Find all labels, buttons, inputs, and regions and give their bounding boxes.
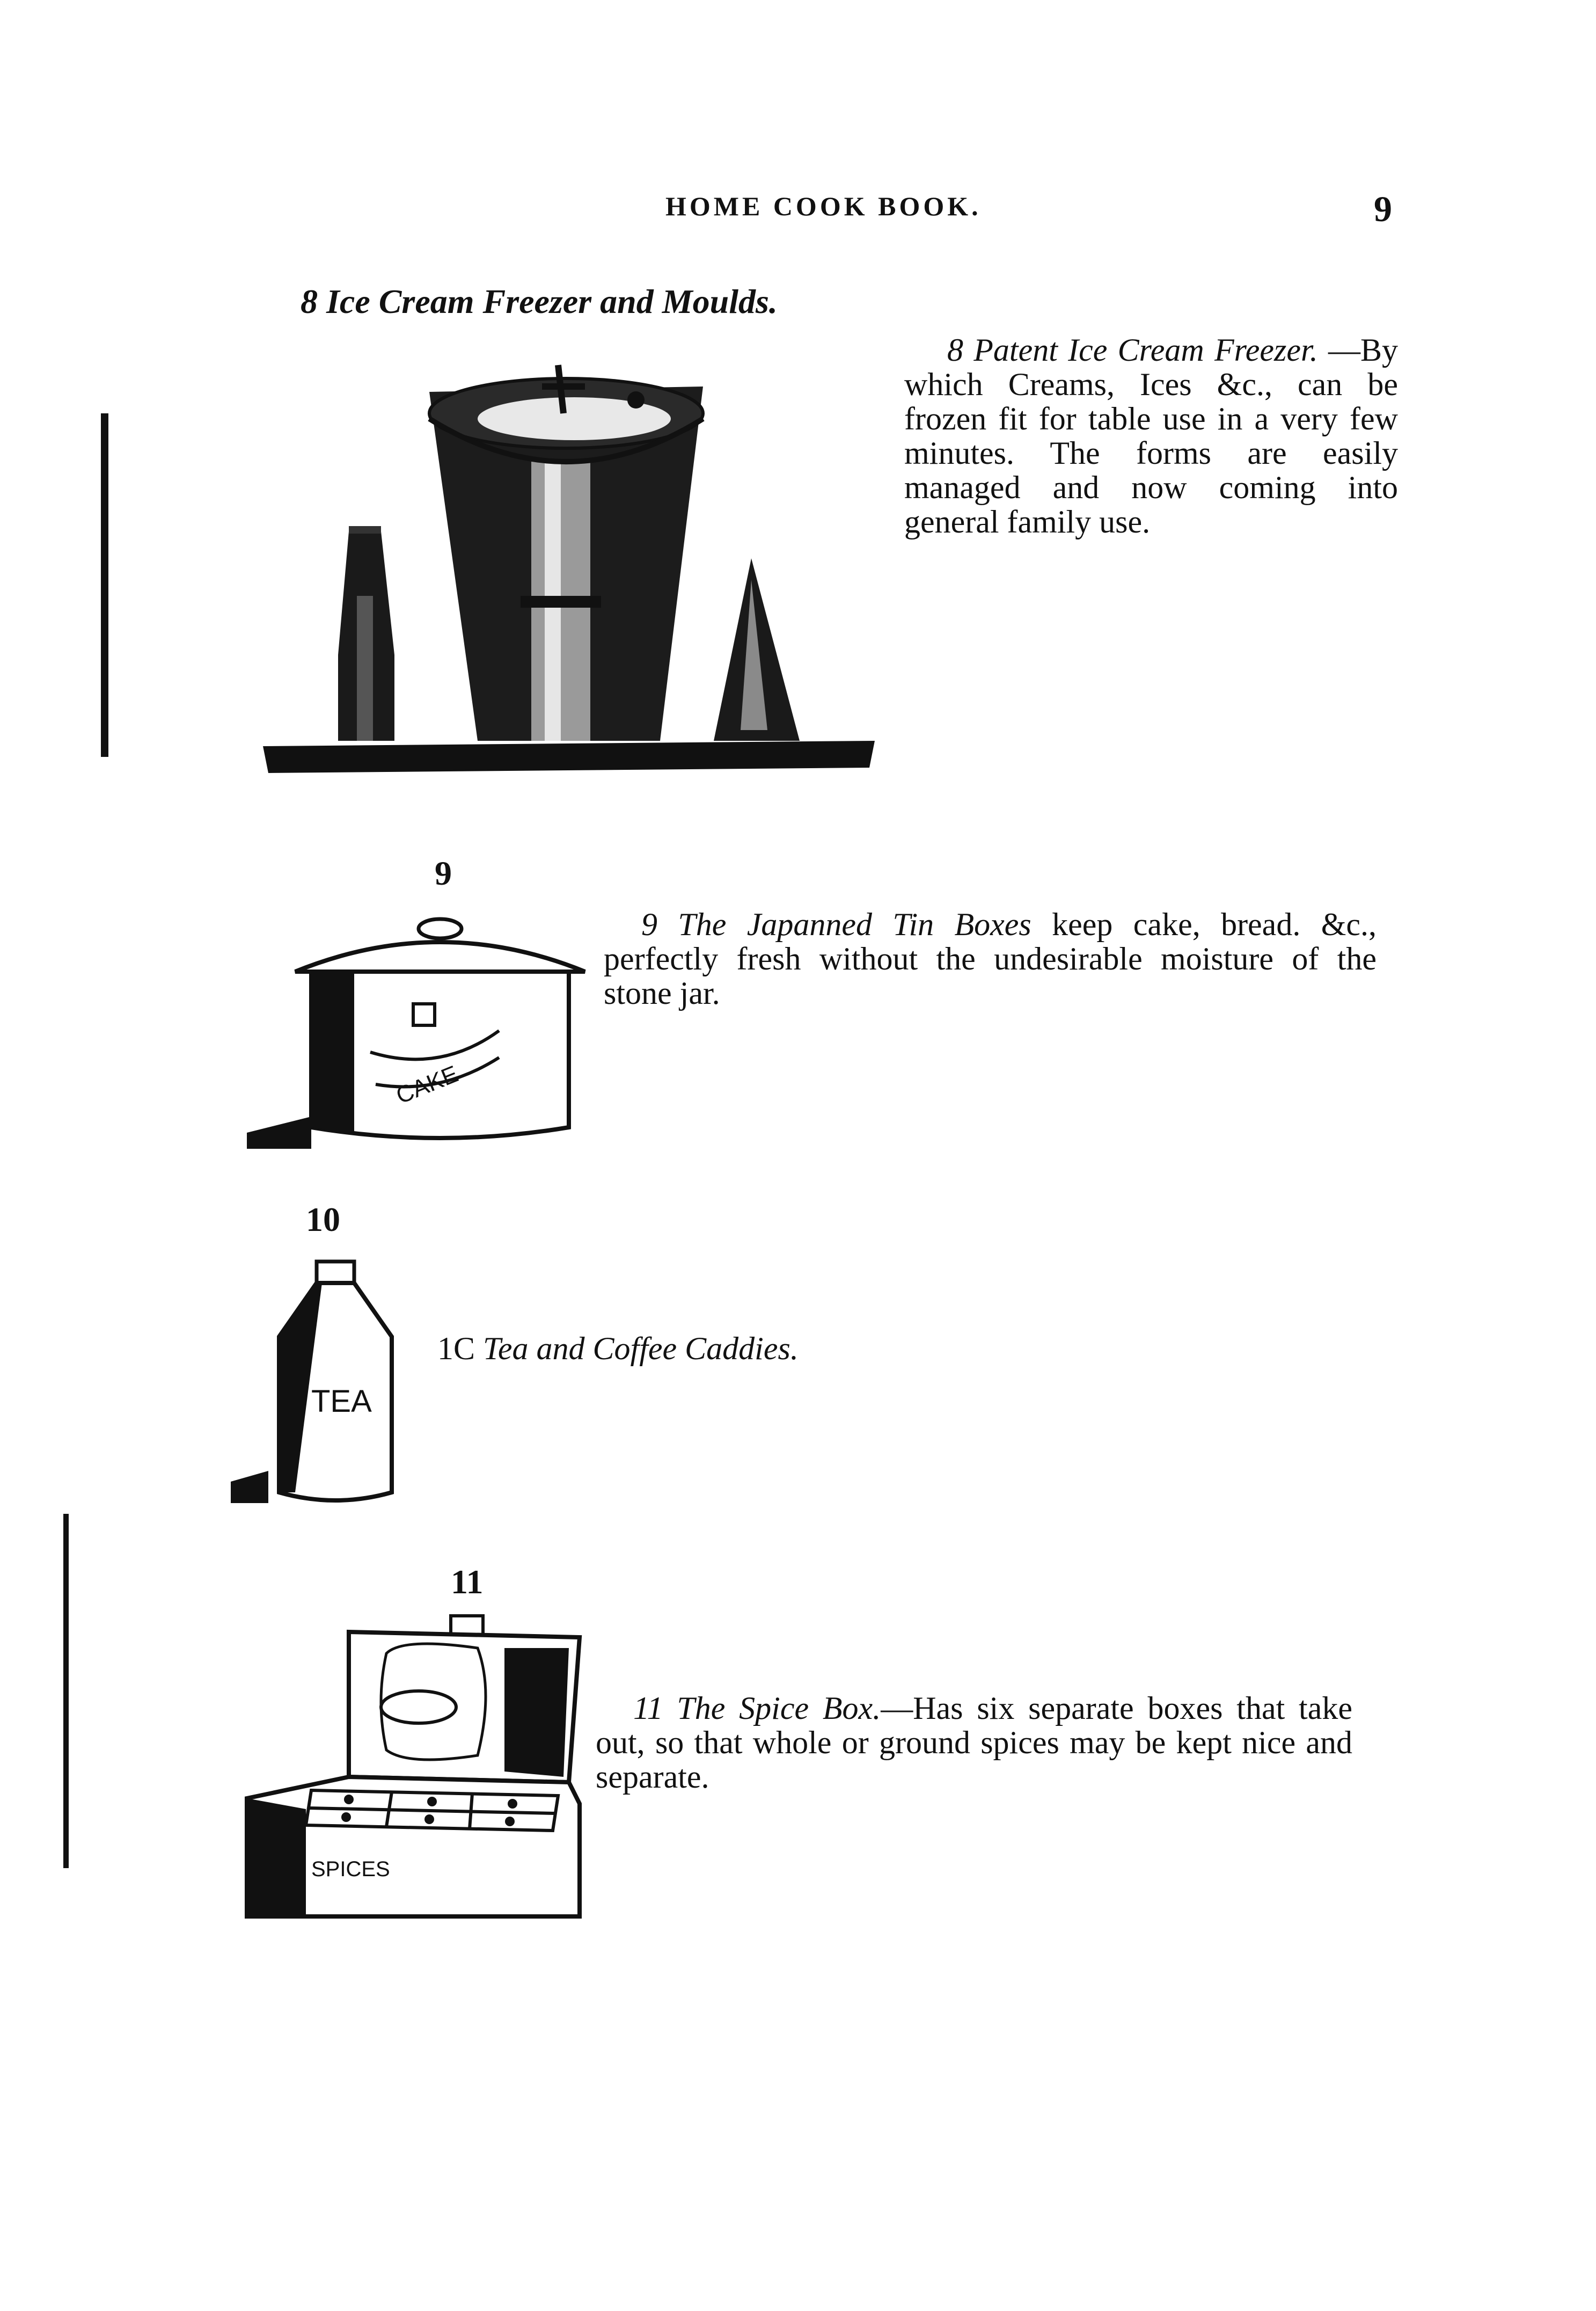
tea-label: TEA <box>311 1384 372 1419</box>
spices-label: SPICES <box>311 1857 390 1881</box>
running-title: HOME COOK BOOK. <box>665 191 982 221</box>
item-8-caption: 8 Ice Cream Freezer and Moulds. <box>301 282 778 320</box>
item-8-desc-title: 8 Patent Ice Cream Freezer. <box>947 332 1318 368</box>
item-9-desc-title: 9 The Japanned Tin Boxes <box>641 907 1031 942</box>
item-8-description <box>904 333 1398 539</box>
item-9-description <box>604 907 1377 1010</box>
item-9-number: 9 <box>435 854 452 892</box>
item-10-desc-title: Tea and Coffee Caddies. <box>483 1331 799 1366</box>
left-margin-rule-top <box>101 413 108 757</box>
ice-cream-freezer-illustration <box>252 354 885 794</box>
item-10-desc-lead: 1C <box>437 1331 475 1366</box>
cake-box-illustration <box>247 902 601 1149</box>
tea-caddy-illustration <box>231 1256 402 1508</box>
item-10-number: 10 <box>306 1200 340 1238</box>
item-11-description <box>596 1691 1352 1794</box>
cake-label: CAKE <box>392 1060 462 1110</box>
item-11-number: 11 <box>451 1563 484 1601</box>
page-number: 9 <box>1374 188 1392 229</box>
item-9-desc-text: keep cake, bread. &c., perfectly fresh without the undesirable moisture of the stone jar. <box>604 907 1377 1011</box>
left-margin-rule-bottom <box>63 1514 69 1868</box>
spice-box-illustration <box>225 1605 601 1922</box>
item-10-description <box>437 1331 1081 1366</box>
item-11-desc-text: —Has six separate boxes that take out, so that whole or ground spices may be kept nice and separate. <box>596 1690 1352 1795</box>
item-8-desc-text: —By which Creams, Ices &c., can be frozen fit for table use in a very few minutes. The forms are easily managed and now coming into general family use. <box>904 332 1399 540</box>
item-11-desc-title: 11 The Spice Box. <box>633 1690 881 1726</box>
